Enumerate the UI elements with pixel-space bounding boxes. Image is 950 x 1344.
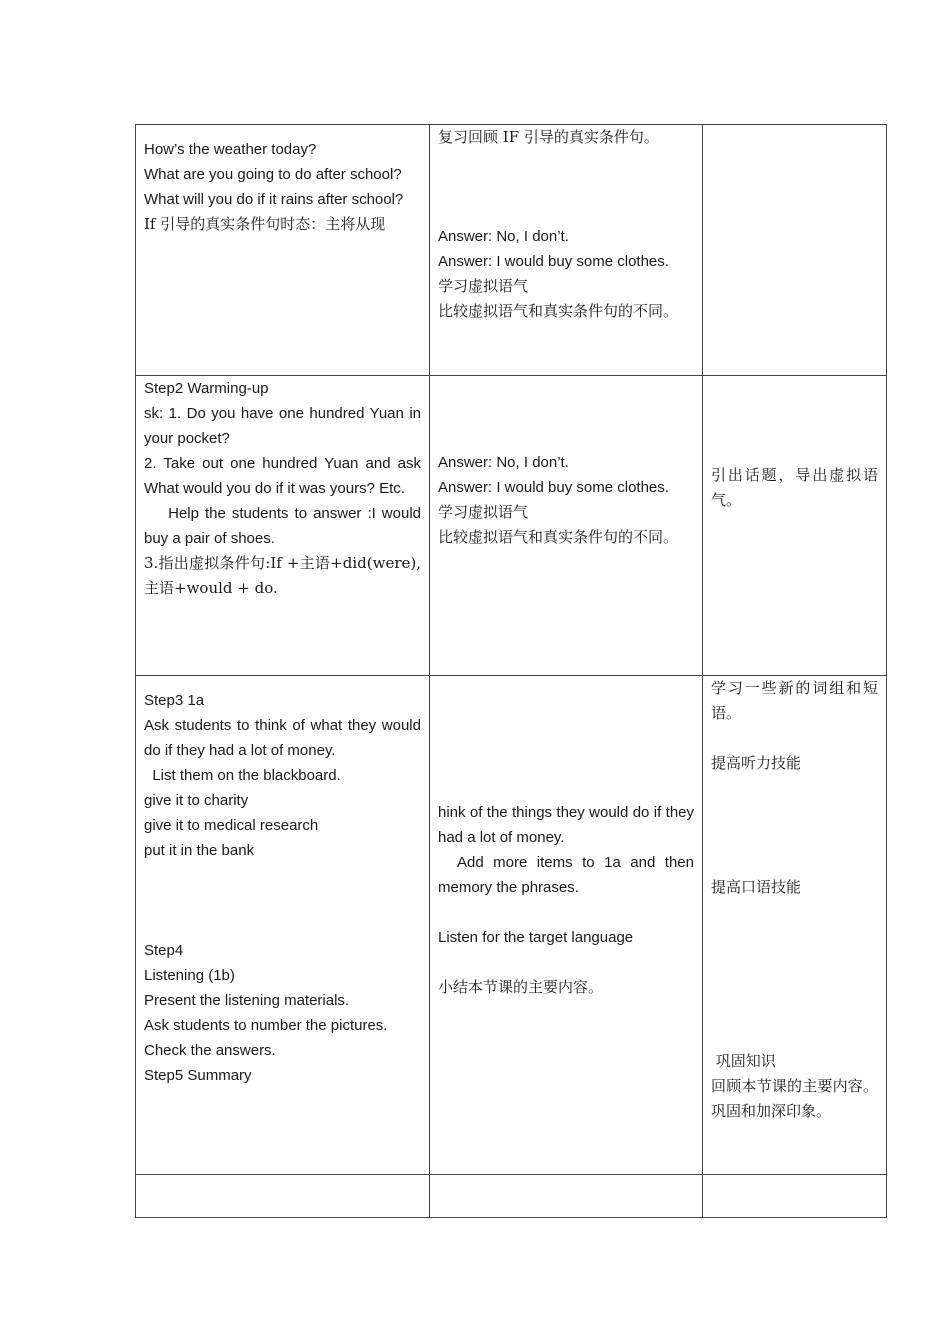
text-paragraph: 2. Take out one hundred Yuan and ask What would you do if it was yours? Etc. (144, 455, 421, 497)
text-line: Step3 1a (144, 692, 205, 709)
text-paragraph: 回顾本节课的主要内容。巩固和加深印象。 (711, 1077, 878, 1120)
text-line: Ask students to number the pictures. (144, 1017, 388, 1034)
text-paragraph: Add more items to 1a and then memory the phrases. (438, 854, 699, 896)
text-line: Answer: I would buy some clothes. (438, 479, 669, 496)
text-paragraph: 3.指出虚拟条件句:If +主语+did(were), 主语+would + do. (144, 554, 421, 597)
text-line: Listening (1b) (144, 967, 235, 984)
text-line: Step2 Warming-up (144, 380, 269, 397)
activity-cell (430, 376, 703, 676)
text-line: Answer: No, I don’t. (438, 228, 569, 245)
text-line: What are you going to do after school? (144, 166, 402, 183)
text-line: Step4 (144, 942, 184, 959)
text-line: 复习回顾 IF 引导的真实条件句。 (438, 128, 659, 146)
text-paragraph: 学习一些新的词组和短语。 (711, 679, 878, 722)
table-row (136, 125, 887, 376)
purpose-cell (703, 125, 887, 376)
text-line: 小结本节课的主要内容。 (438, 978, 604, 996)
empty-cell (703, 1175, 887, 1218)
text-paragraph: sk: 1. Do you have one hundred Yuan in your pocket? (144, 405, 421, 447)
text-line: Answer: I would buy some clothes. (438, 253, 669, 270)
activity-cell (430, 676, 703, 1175)
procedure-cell (136, 125, 430, 376)
text-line: Step5 Summary (144, 1067, 252, 1084)
text-paragraph: hink of the things they would do if they had a lot of money. (438, 804, 694, 846)
text-line: give it to charity (144, 792, 249, 809)
text-line: Listen for the target language (438, 929, 634, 946)
text-paragraph: Ask students to think of what they would do if they had a lot of money. (144, 717, 421, 759)
text-line: Answer: No, I don’t. (438, 454, 569, 471)
text-line: If 引导的真实条件句时态：主将从现 (144, 215, 386, 233)
text-line: put it in the bank (144, 842, 255, 859)
procedure-cell (136, 676, 430, 1175)
text-line: List them on the blackboard. (144, 767, 341, 784)
empty-cell (430, 1175, 703, 1218)
text-paragraph: 比较虚拟语气和真实条件句的不同。 (438, 528, 679, 546)
text-line: give it to medical research (144, 817, 319, 834)
text-paragraph: Help the students to answer :I would buy a pair of shoes. (144, 505, 426, 547)
empty-cell (136, 1175, 430, 1218)
text-line: 提高听力技能 (711, 754, 802, 772)
activity-cell (430, 125, 703, 376)
text-line: Check the answers. (144, 1042, 276, 1059)
text-line: 提高口语技能 (711, 878, 802, 896)
purpose-cell (703, 676, 887, 1175)
procedure-cell (136, 376, 430, 676)
text-line: 巩固知识 (711, 1052, 776, 1070)
text-line: What will you do if it rains after school? (144, 191, 404, 208)
text-paragraph: 引出话题，导出虚拟语气。 (711, 466, 878, 509)
purpose-cell (703, 376, 887, 676)
text-paragraph: 比较虚拟语气和真实条件句的不同。 (438, 302, 679, 320)
text-line: 学习虚拟语气 (438, 503, 529, 521)
text-line: Present the listening materials. (144, 992, 350, 1009)
table-row (136, 376, 887, 676)
lesson-plan-table (135, 124, 887, 1218)
table-row (136, 1175, 887, 1218)
table-row (136, 676, 887, 1175)
text-line: How’s the weather today? (144, 141, 317, 158)
text-line: 学习虚拟语气 (438, 277, 529, 295)
